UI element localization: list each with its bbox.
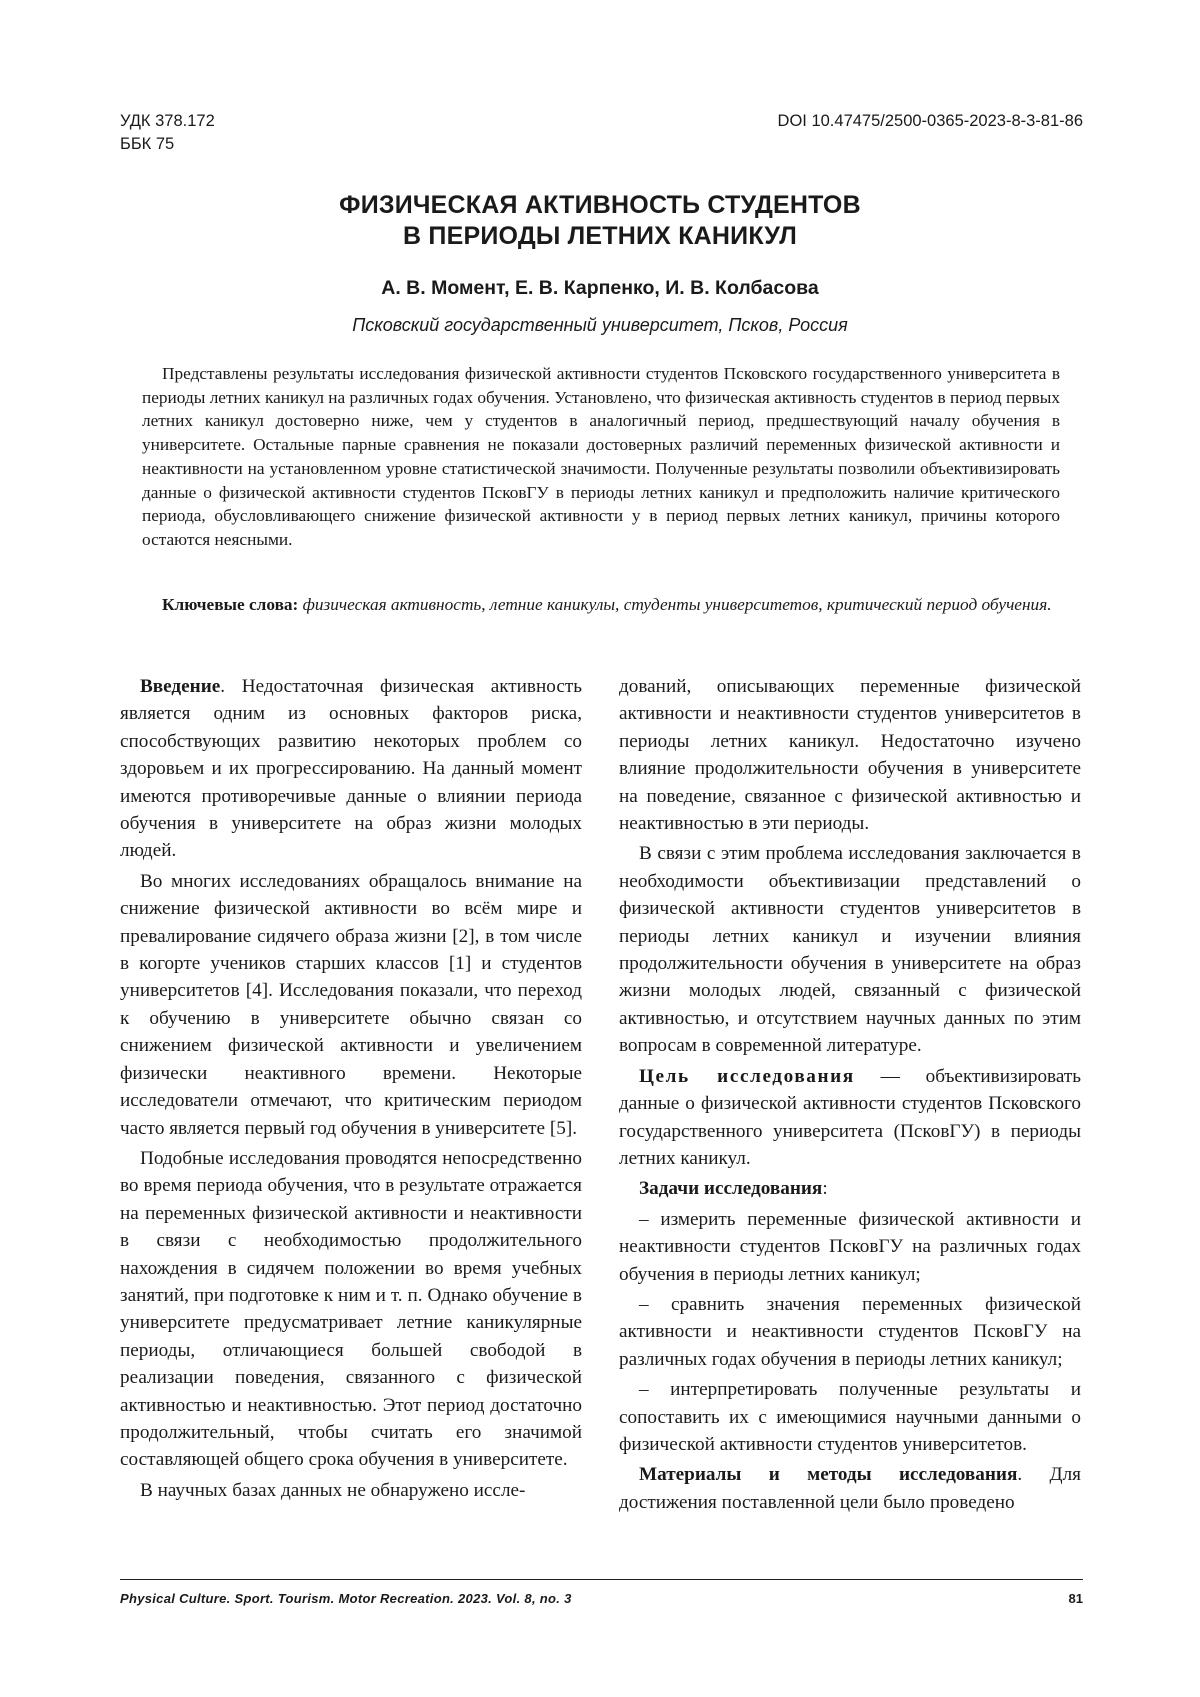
authors: А. В. Момент, Е. В. Карпенко, И. В. Колбасова — [381, 277, 819, 299]
tasks-heading: Задачи исследования — [639, 1178, 823, 1200]
footer-divider — [120, 1579, 1083, 1580]
paragraph-continued: дований, описывающих переменные физической активности и неактивности студентов университетов в периоды летних каникул. Недостаточно изучено влияние продолжительности обучения в университете на поведение, связанное с физической активностью и неактивностью в эти периоды. — [619, 676, 1081, 835]
udk-code: УДК 378.172 — [120, 112, 215, 130]
title-line-2: В ПЕРИОДЫ ЛЕТНИХ КАНИКУЛ — [403, 222, 797, 250]
tasks-heading-line — [619, 1175, 1081, 1202]
goal-text: — объективизировать данные о физической активности студентов Псковского государственного университета (ПсковГУ) в периоды летних каникул. — [619, 1065, 1081, 1169]
journal-citation: Physical Culture. Sport. Tourism. Motor Recreation. 2023. Vol. 8, no. 3 — [120, 1591, 572, 1606]
task-item: – интерпретировать полученные результаты и сопоставить их с имеющимися научными данными о физической активности студентов университетов. — [619, 1379, 1081, 1455]
methods-paragraph — [619, 1461, 1081, 1516]
task-item: – сравнить значения переменных физической активности и неактивности студентов ПсковГУ на различных годах обучения в периоды летних каникул; — [619, 1293, 1081, 1370]
paragraph: Во многих исследованиях обращалось внимание на снижение физической активности во всём мире и превалирование сидячего образа жизни [2], в том числе в когорте учеников старших классов [1] и студентов университетов [4]. Исследования показали, что переход к обучению в университете обычно связан со снижением физической активности и увеличением физически неактивного времени. Некоторые исследователи отмечают, что критическим периодом часто является первый год обучения в университете [5]. — [120, 870, 582, 1139]
affiliation: Псковский государственный университет, Псков, Россия — [352, 315, 848, 335]
goal-heading: Цель исследования — [639, 1065, 855, 1087]
goal-paragraph — [619, 1063, 1081, 1173]
bbk-code: ББК 75 — [120, 135, 175, 153]
methods-heading: Материалы и методы исследования — [639, 1464, 1018, 1486]
left-column — [120, 673, 582, 1507]
right-column — [619, 673, 1081, 1519]
intro-text: . Недостаточная физическая активность является одним из основных факторов риска, способствующих развитию некоторых проблем со здоровьем и их прогрессированию. На данный момент имеются противоречивые данные о влиянии периода обучения в университете на образ жизни молодых людей. — [120, 676, 582, 862]
keywords-label: Ключевые слова: — [162, 595, 299, 614]
classification-codes — [120, 110, 215, 156]
task-item: – измерить переменные физической активности и неактивности студентов ПсковГУ на различных годах обучения в периоды летних каникул; — [619, 1208, 1081, 1285]
intro-paragraph — [120, 673, 582, 865]
abstract: Представлены результаты исследования физической активности студентов Псковского государственного университета в периоды летних каникул на различных годах обучения. Установлено, что физическая активность студентов в период первых летних каникул достоверно ниже, чем у студентов в аналогичный период, предшествующий началу обучения в университете. Остальные парные сравнения не показали достоверных различий переменных физической активности и неактивности на установленном уровне статистической значимости. Полученные результаты позволили объективизировать данные о физической активности студентов ПсковГУ в периоды летних каникул и предположить наличие критического периода, обусловливающего снижение физической активности у в период первых летних каникул, причины которого остаются неясными. — [142, 364, 1060, 549]
intro-heading: Введение — [140, 676, 221, 697]
keywords-text: физическая активность, летние каникулы, студенты университетов, критический период обучения — [302, 595, 1048, 614]
keywords — [142, 593, 1060, 617]
article-title — [0, 190, 1200, 252]
page-number: 81 — [1068, 1591, 1083, 1606]
paragraph: Подобные исследования проводятся непосредственно во время периода обучения, что в результате отражается на переменных физической активности и неактивности в связи с необходимостью продолжительного нахождения в сидячем положении во время учебных занятий, при подготовке к ним и т. п. Однако обучение в университете предусматривает летние каникулярные периоды, отличающиеся большей свободой в реализации поведения, связанного с физической активностью и неактивностью. Этот период достаточно продолжительный, чтобы считать его значимой составляющей общего срока обучения в университете. — [120, 1147, 582, 1471]
paragraph: В связи с этим проблема исследования заключается в необходимости объективизации представлений о физической активности студентов университетов в периоды летних каникул и изучении влияния продолжительности обучения в университете на образ жизни молодых людей, связанный с физической активностью, и отсутствием научных данных по этим вопросам в современной литературе. — [619, 843, 1081, 1057]
paragraph: В научных базах данных не обнаружено иссле- — [140, 1479, 526, 1501]
tasks-colon: : — [822, 1178, 828, 1200]
keywords-end: . — [1047, 595, 1052, 614]
title-line-1: ФИЗИЧЕСКАЯ АКТИВНОСТЬ СТУДЕНТОВ — [339, 191, 861, 219]
methods-text: . Для достижения поставленной цели было проведено — [619, 1464, 1081, 1513]
doi: DOI 10.47475/2500-0365-2023-8-3-81-86 — [777, 112, 1083, 130]
